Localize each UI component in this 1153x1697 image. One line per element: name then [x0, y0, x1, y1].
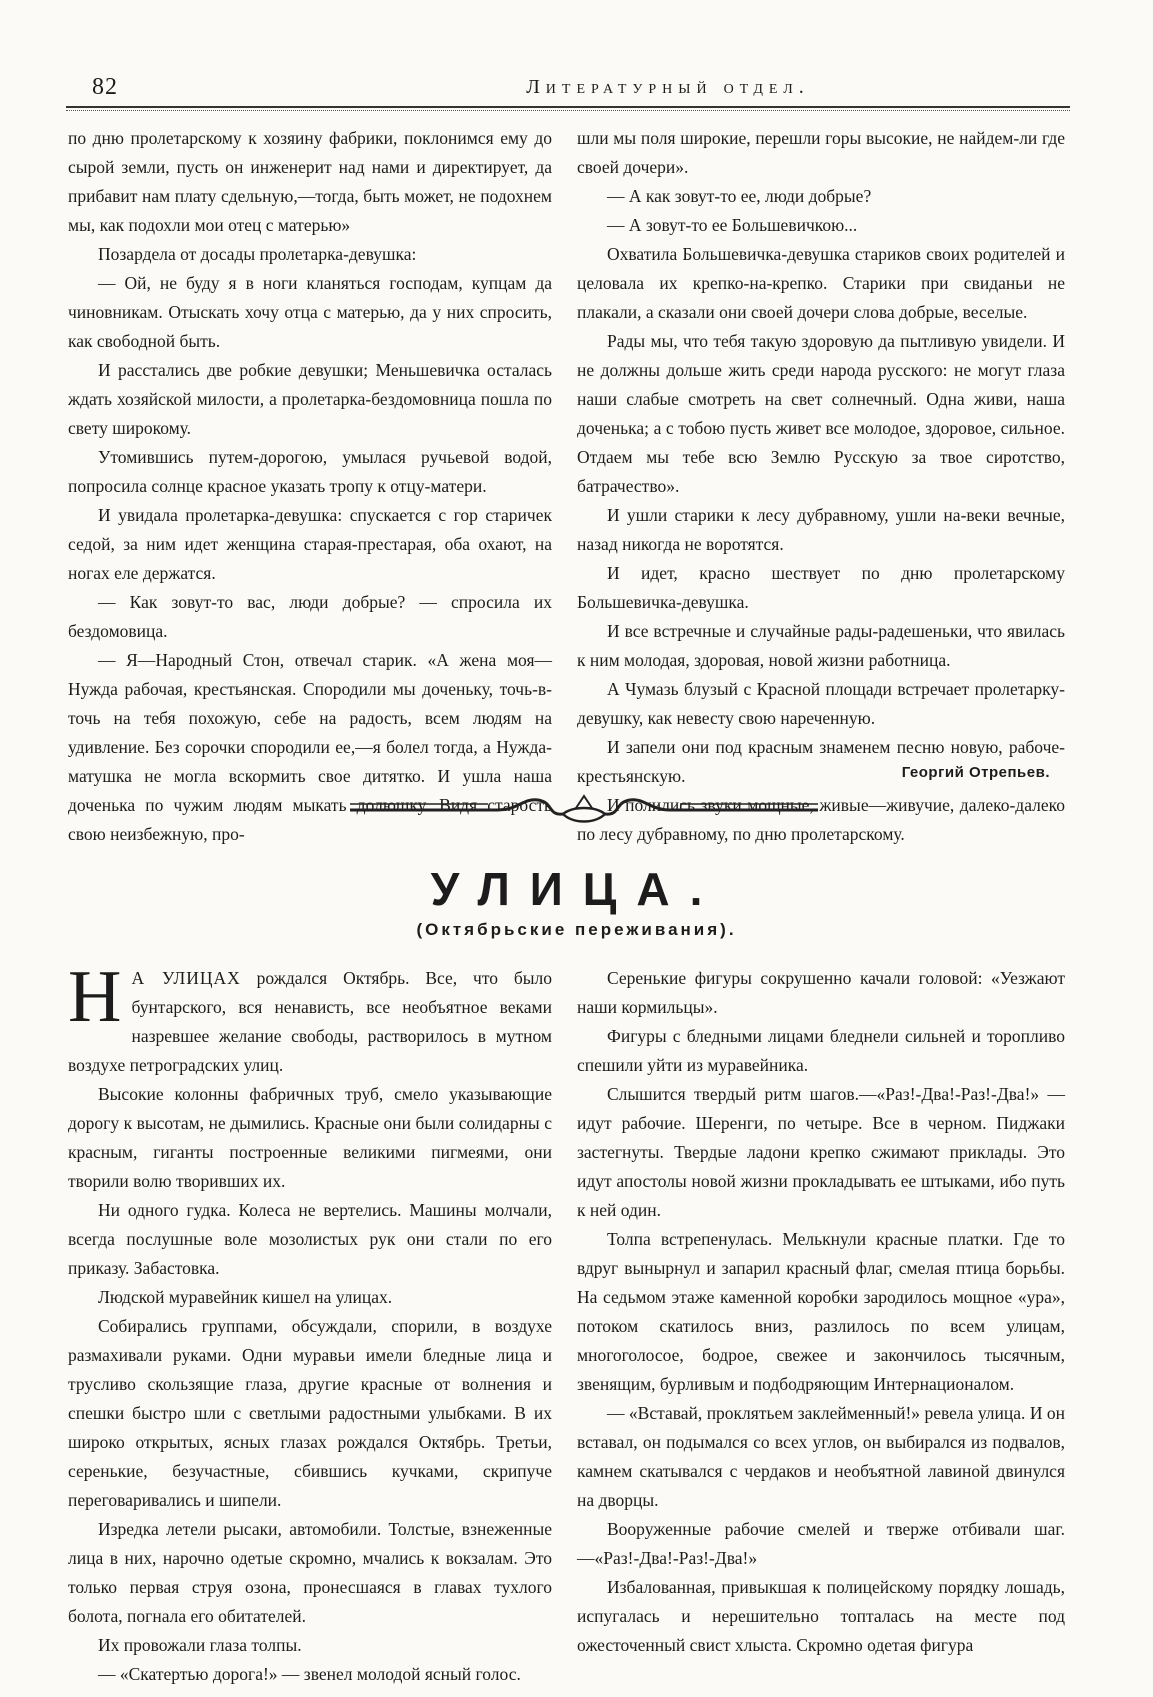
paragraph: Их провожали глаза толпы. — [98, 1635, 302, 1655]
paragraph: — А как зовут-то ее, люди добрые? — [607, 186, 872, 206]
paragraph: Вооруженные рабочие смелей и тверже отбивали шаг. —«Раз!-Два!-Раз!-Два!» — [577, 1519, 1065, 1568]
paragraph: Избалованная, привыкшая к полицейскому порядку лошадь, испугалась и нерешительно топталась на месте под ожесточенный свист хлыста. Скромно одетая фигура — [577, 1577, 1065, 1655]
paragraph: — «Вставай, проклятьем заклейменный!» ревела улица. И он вставал, он подымался со всех углов, он выбирался из подвалов, камнем скатывался с чердаков и необъятной лавиной двинулся на дворцы. — [577, 1403, 1065, 1510]
paragraph: И ушли старики к лесу дубравному, ушли на-веки вечные, назад никогда не воротятся. — [577, 505, 1065, 554]
paragraph: И увидала пролетарка-девушка: спускается с гор старичек седой, за ним идет женщина старая-престарая, оба охают, на ногах еле держатся. — [68, 505, 552, 583]
paragraph: — Я—Народный Стон, отвечал старик. «А жена моя—Нужда рабочая, крестьянская. Спородили мы доченьку, точь-в-точь на тебя похожую, себе на радость, всем людям на удивление. Без сорочки спородили ее,—я болел тогда, а Нужда-матушка не могла вскормить свое дитятко. И ушла наша доченька по чужим людям мыкать долюшку. Видя старость свою неизбежную, про- — [68, 650, 552, 844]
paragraph: Людской муравейник кишел на улицах. — [98, 1287, 393, 1307]
opening-paragraph — [68, 956, 552, 1080]
paragraph: Ни одного гудка. Колеса не вертелись. Машины молчали, всегда послушные воле мозолистых рук они стали по его приказу. Забастовка. — [68, 1200, 552, 1278]
running-title: Литературный отдел. — [526, 76, 810, 98]
article-subtitle: (Октябрьские переживания). — [416, 920, 737, 939]
paragraph: шли мы поля широкие, перешли горы высокие, не найдем-ли где своей дочери». — [577, 128, 1065, 177]
paragraph: — Ой, не буду я в ноги кланяться господам, купцам да чиновникам. Отыскать хочу отца с матерью, да у них спросить, как свободной быть. — [68, 273, 552, 351]
paragraph: Серенькие фигуры сокрушенно качали головой: «Уезжают наши кормильцы». — [577, 968, 1065, 1017]
opening-text: рождался Октябрь. Все, что было бунтарского, вся ненависть, все необъятное веками назревшее желание свободы, растворилось в мутном воздухе петроградских улиц. — [68, 968, 552, 1075]
drop-cap: Н — [68, 956, 122, 1038]
paragraph: Фигуры с бледными лицами бледнели сильней и торопливо спешили уйти из муравейника. — [577, 1026, 1065, 1075]
paragraph: по дню пролетарскому к хозяину фабрики, поклонимся ему до сырой земли, пусть он инженерит над нами и директирует, да прибавит нам плату сдельную,—тогда, быть может, не подохнем мы, как подохли мои отец с матерью» — [68, 128, 552, 235]
paragraph: А Чумазь блузый с Красной площади встречает пролетарку-девушку, как невесту свою нареченную. — [577, 679, 1065, 728]
paragraph: Рады мы, что тебя такую здоровую да пытливую увидели. И не должны дольше жить среди народа русского: не могут глаза наши слабые смотреть на свет солнечный. Одна живи, наша доченька; а с тобою пусть живет все молодое, здоровое, сильное. Отдаем мы тебе всю Землю Русскую за твое сиротство, батрачество». — [577, 331, 1065, 496]
paragraph: И расстались две робкие девушки; Меньшевичка осталась ждать хозяйской милости, а пролетарка-бездомовница пошла по свету широкому. — [68, 360, 552, 438]
paragraph: Высокие колонны фабричных труб, смело указывающие дорогу к высотам, не дымились. Красные они были солидарны с красным, гиганты построенные великими пигмеями, они творили волю творивших их. — [68, 1084, 552, 1191]
paragraph: — «Скатертью дорога!» — звенел молодой ясный голос. — [98, 1664, 521, 1684]
paragraph: И полились звуки мощные, живые—живучие, далеко-далеко по лесу дубравному, по дню пролетарскому. — [577, 795, 1065, 844]
page-number: 82 — [92, 74, 118, 100]
paragraph: Слышится твердый ритм шагов.—«Раз!-Два!-Раз!-Два!» —идут рабочие. Шеренги, по четыре. Все в черном. Пиджаки застегнуты. Твердые ладони крепко сжимают приклады. Это идут апостолы новой жизни прокладывать ее штыками, ибо путь к ней один. — [577, 1084, 1065, 1220]
paragraph: И все встречные и случайные рады-радешеньки, что явилась к ним молодая, здоровая, новой жизни работница. — [577, 621, 1065, 670]
paragraph: Охватила Большевичка-девушка стариков своих родителей и целовала их крепко-на-крепко. Старики при свиданьи не плакали, а сказали они своей дочери слова добрые, веселые. — [577, 244, 1065, 322]
opening-caps: А УЛИЦАХ — [131, 968, 241, 988]
paragraph: Толпа встрепенулась. Мелькнули красные платки. Где то вдруг вынырнул и запарил красный флаг, смелая птица борьбы. На седьмом этаже каменной коробки зародилось мощное «ура», потоком скатилось вниз, разлилось по всем улицам, многоголосое, бодрое, свежее и закончилось тысячным, звенящим, бурливым и подбодряющим Интернационалом. — [577, 1229, 1065, 1394]
paragraph: Собирались группами, обсуждали, спорили, в воздухе размахивали руками. Одни муравьи имели бледные лица и трусливо скользящие глаза, другие красные от волнения и спешки быстро шли с светлыми радостными улыбками. В их широко открытых, ясных глазах рождался Октябрь. Третьи, серенькие, безучастные, сбившись кучками, скрипуче переговаривались и шипели. — [68, 1316, 552, 1510]
previous-story-right-column — [577, 124, 1065, 849]
article-title: УЛИЦА. — [430, 863, 723, 915]
paragraph: — Как зовут-то вас, люди добрые? — спросила их бездомовица. — [68, 592, 552, 641]
paragraph: — А зовут-то ее Большевичкою... — [607, 215, 858, 235]
article-right-column — [577, 964, 1065, 1660]
previous-story-left-column — [68, 124, 552, 849]
paragraph: Утомившись путем-дорогою, умылася ручьевой водой, попросила солнце красное указать тропу к отцу-матери. — [68, 447, 552, 496]
paragraph: Позардела от досады пролетарка-девушка: — [98, 244, 417, 264]
page-header — [88, 74, 1068, 104]
author-signature: Георгий Отрепьев. — [901, 764, 1050, 781]
paragraph: И запели они под красным знаменем песню новую, рабоче-крестьянскую. — [577, 737, 1065, 786]
section-divider-ornament — [348, 790, 820, 830]
header-rule — [66, 106, 1070, 114]
article-left-column — [68, 956, 552, 1689]
paragraph: И идет, красно шествует по дню пролетарскому Большевичка-девушка. — [577, 563, 1065, 612]
paragraph: Изредка летели рысаки, автомобили. Толстые, взнеженные лица в них, нарочно одетые скромно, мчались к вокзалам. Это только первая струя озона, пронесшаяся в главах тухлого болота, погнала его обитателей. — [68, 1519, 552, 1626]
